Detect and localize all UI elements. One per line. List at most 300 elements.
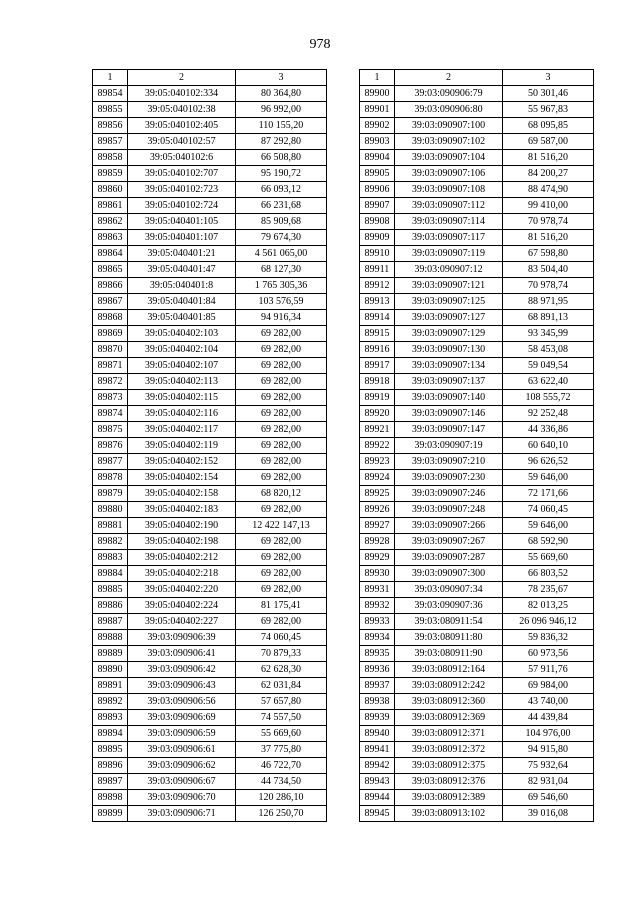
row-number-cell: 89916 xyxy=(360,342,395,358)
value-cell: 4 561 065,00 xyxy=(236,246,327,262)
cadastral-number-cell: 39:03:090907:125 xyxy=(395,294,503,310)
table-row xyxy=(93,518,327,534)
row-number-cell: 89944 xyxy=(360,790,395,806)
value-cell: 69 282,00 xyxy=(236,534,327,550)
cadastral-number-cell: 39:05:040402:154 xyxy=(128,470,236,486)
row-number-cell: 89868 xyxy=(93,310,128,326)
row-number-cell: 89871 xyxy=(93,358,128,374)
table-row xyxy=(360,790,594,806)
value-cell: 93 345,99 xyxy=(503,326,594,342)
table-row xyxy=(93,598,327,614)
table-row xyxy=(93,454,327,470)
cadastral-number-cell: 39:03:090906:62 xyxy=(128,758,236,774)
value-cell: 83 504,40 xyxy=(503,262,594,278)
table-row xyxy=(360,742,594,758)
value-cell: 69 282,00 xyxy=(236,422,327,438)
cadastral-number-cell: 39:03:090906:59 xyxy=(128,726,236,742)
row-number-cell: 89875 xyxy=(93,422,128,438)
row-number-cell: 89897 xyxy=(93,774,128,790)
cadastral-number-cell: 39:05:040402:183 xyxy=(128,502,236,518)
table-row xyxy=(93,614,327,630)
table-row xyxy=(360,774,594,790)
cadastral-number-cell: 39:03:090907:287 xyxy=(395,550,503,566)
value-cell: 68 820,12 xyxy=(236,486,327,502)
value-cell: 69 587,00 xyxy=(503,134,594,150)
cadastral-number-cell: 39:03:090906:42 xyxy=(128,662,236,678)
cadastral-number-cell: 39:03:090907:130 xyxy=(395,342,503,358)
cadastral-number-cell: 39:03:090907:230 xyxy=(395,470,503,486)
row-number-cell: 89861 xyxy=(93,198,128,214)
row-number-cell: 89890 xyxy=(93,662,128,678)
cadastral-number-cell: 39:03:080911:80 xyxy=(395,630,503,646)
table-row xyxy=(93,534,327,550)
row-number-cell: 89880 xyxy=(93,502,128,518)
row-number-cell: 89924 xyxy=(360,470,395,486)
cadastral-number-cell: 39:03:090907:34 xyxy=(395,582,503,598)
value-cell: 69 282,00 xyxy=(236,326,327,342)
table-row xyxy=(93,758,327,774)
table-row xyxy=(93,566,327,582)
table-row xyxy=(93,726,327,742)
cadastral-number-cell: 39:03:090907:117 xyxy=(395,230,503,246)
value-cell: 50 301,46 xyxy=(503,86,594,102)
cadastral-number-cell: 39:03:090907:104 xyxy=(395,150,503,166)
table-row xyxy=(360,86,594,102)
row-number-cell: 89922 xyxy=(360,438,395,454)
table-row xyxy=(360,806,594,822)
table-row xyxy=(360,326,594,342)
table-row xyxy=(360,470,594,486)
cadastral-number-cell: 39:03:090907:119 xyxy=(395,246,503,262)
table-row xyxy=(360,278,594,294)
row-number-cell: 89917 xyxy=(360,358,395,374)
row-number-cell: 89865 xyxy=(93,262,128,278)
table-row xyxy=(93,214,327,230)
cadastral-number-cell: 39:03:090907:19 xyxy=(395,438,503,454)
value-cell: 87 292,80 xyxy=(236,134,327,150)
column-header-3: 3 xyxy=(236,70,327,86)
cadastral-number-cell: 39:05:040401:85 xyxy=(128,310,236,326)
row-number-cell: 89885 xyxy=(93,582,128,598)
table-row xyxy=(93,694,327,710)
row-number-cell: 89939 xyxy=(360,710,395,726)
value-cell: 68 891,13 xyxy=(503,310,594,326)
cadastral-number-cell: 39:03:090907:147 xyxy=(395,422,503,438)
cadastral-number-cell: 39:05:040102:38 xyxy=(128,102,236,118)
table-row xyxy=(93,326,327,342)
cadastral-number-cell: 39:05:040402:158 xyxy=(128,486,236,502)
row-number-cell: 89937 xyxy=(360,678,395,694)
value-cell: 126 250,70 xyxy=(236,806,327,822)
row-number-cell: 89881 xyxy=(93,518,128,534)
cadastral-number-cell: 39:05:040402:220 xyxy=(128,582,236,598)
table-row xyxy=(360,102,594,118)
cadastral-number-cell: 39:05:040402:152 xyxy=(128,454,236,470)
value-cell: 1 765 305,36 xyxy=(236,278,327,294)
row-number-cell: 89940 xyxy=(360,726,395,742)
table-row xyxy=(93,86,327,102)
table-row xyxy=(93,710,327,726)
table-row xyxy=(93,806,327,822)
table-row xyxy=(360,534,594,550)
row-number-cell: 89925 xyxy=(360,486,395,502)
row-number-cell: 89931 xyxy=(360,582,395,598)
cadastral-number-cell: 39:05:040401:47 xyxy=(128,262,236,278)
value-cell: 85 909,68 xyxy=(236,214,327,230)
row-number-cell: 89943 xyxy=(360,774,395,790)
row-number-cell: 89901 xyxy=(360,102,395,118)
value-cell: 95 190,72 xyxy=(236,166,327,182)
row-number-cell: 89878 xyxy=(93,470,128,486)
value-cell: 94 915,80 xyxy=(503,742,594,758)
table-row xyxy=(360,406,594,422)
table-row xyxy=(360,550,594,566)
table-row xyxy=(93,630,327,646)
cadastral-number-cell: 39:03:090907:210 xyxy=(395,454,503,470)
value-cell: 120 286,10 xyxy=(236,790,327,806)
row-number-cell: 89872 xyxy=(93,374,128,390)
value-cell: 69 282,00 xyxy=(236,358,327,374)
value-cell: 69 282,00 xyxy=(236,454,327,470)
cadastral-number-cell: 39:03:080912:369 xyxy=(395,710,503,726)
table-row xyxy=(93,118,327,134)
table-row xyxy=(93,342,327,358)
table-row xyxy=(360,598,594,614)
value-cell: 44 734,50 xyxy=(236,774,327,790)
row-number-cell: 89914 xyxy=(360,310,395,326)
cadastral-number-cell: 39:03:090906:69 xyxy=(128,710,236,726)
row-number-cell: 89934 xyxy=(360,630,395,646)
row-number-cell: 89887 xyxy=(93,614,128,630)
cadastral-number-cell: 39:03:080912:372 xyxy=(395,742,503,758)
value-cell: 55 669,60 xyxy=(236,726,327,742)
value-cell: 70 879,33 xyxy=(236,646,327,662)
row-number-cell: 89928 xyxy=(360,534,395,550)
row-number-cell: 89862 xyxy=(93,214,128,230)
value-cell: 69 282,00 xyxy=(236,502,327,518)
cadastral-number-cell: 39:03:090907:300 xyxy=(395,566,503,582)
value-cell: 62 031,84 xyxy=(236,678,327,694)
cadastral-number-cell: 39:05:040402:115 xyxy=(128,390,236,406)
value-cell: 96 992,00 xyxy=(236,102,327,118)
row-number-cell: 89927 xyxy=(360,518,395,534)
value-cell: 66 508,80 xyxy=(236,150,327,166)
row-number-cell: 89915 xyxy=(360,326,395,342)
row-number-cell: 89858 xyxy=(93,150,128,166)
value-cell: 104 976,00 xyxy=(503,726,594,742)
cadastral-number-cell: 39:03:090907:134 xyxy=(395,358,503,374)
table-row xyxy=(93,278,327,294)
table-row xyxy=(93,550,327,566)
cadastral-number-cell: 39:03:090907:114 xyxy=(395,214,503,230)
row-number-cell: 89855 xyxy=(93,102,128,118)
table-row xyxy=(93,774,327,790)
cadastral-number-cell: 39:03:090907:246 xyxy=(395,486,503,502)
row-number-cell: 89921 xyxy=(360,422,395,438)
value-cell: 88 474,90 xyxy=(503,182,594,198)
row-number-cell: 89873 xyxy=(93,390,128,406)
header-row xyxy=(93,70,327,86)
cadastral-number-cell: 39:03:080912:389 xyxy=(395,790,503,806)
table-row xyxy=(93,678,327,694)
cadastral-number-cell: 39:03:090906:61 xyxy=(128,742,236,758)
table-row xyxy=(360,390,594,406)
cadastral-number-cell: 39:05:040402:103 xyxy=(128,326,236,342)
cadastral-number-cell: 39:03:080912:375 xyxy=(395,758,503,774)
value-cell: 70 978,74 xyxy=(503,214,594,230)
table-row xyxy=(93,486,327,502)
row-number-cell: 89932 xyxy=(360,598,395,614)
cadastral-number-cell: 39:05:040402:212 xyxy=(128,550,236,566)
value-cell: 55 669,60 xyxy=(503,550,594,566)
value-cell: 69 282,00 xyxy=(236,390,327,406)
value-cell: 26 096 946,12 xyxy=(503,614,594,630)
row-number-cell: 89926 xyxy=(360,502,395,518)
cadastral-number-cell: 39:03:090907:12 xyxy=(395,262,503,278)
value-cell: 59 646,00 xyxy=(503,470,594,486)
value-cell: 66 803,52 xyxy=(503,566,594,582)
row-number-cell: 89876 xyxy=(93,438,128,454)
row-number-cell: 89906 xyxy=(360,182,395,198)
left-table xyxy=(92,69,327,822)
row-number-cell: 89936 xyxy=(360,662,395,678)
row-number-cell: 89860 xyxy=(93,182,128,198)
cadastral-number-cell: 39:03:090907:102 xyxy=(395,134,503,150)
column-header-3: 3 xyxy=(503,70,594,86)
table-row xyxy=(93,262,327,278)
row-number-cell: 89910 xyxy=(360,246,395,262)
value-cell: 82 931,04 xyxy=(503,774,594,790)
value-cell: 70 978,74 xyxy=(503,278,594,294)
cadastral-number-cell: 39:03:090907:108 xyxy=(395,182,503,198)
value-cell: 69 282,00 xyxy=(236,406,327,422)
table-row xyxy=(360,678,594,694)
cadastral-number-cell: 39:03:080912:371 xyxy=(395,726,503,742)
value-cell: 44 439,84 xyxy=(503,710,594,726)
table-row xyxy=(360,358,594,374)
table-row xyxy=(360,630,594,646)
table-row xyxy=(93,790,327,806)
table-row xyxy=(360,166,594,182)
value-cell: 57 911,76 xyxy=(503,662,594,678)
table-row xyxy=(360,118,594,134)
cadastral-number-cell: 39:05:040102:723 xyxy=(128,182,236,198)
value-cell: 68 592,90 xyxy=(503,534,594,550)
row-number-cell: 89894 xyxy=(93,726,128,742)
cadastral-number-cell: 39:03:090907:129 xyxy=(395,326,503,342)
cadastral-number-cell: 39:05:040402:119 xyxy=(128,438,236,454)
table-row xyxy=(360,582,594,598)
cadastral-number-cell: 39:03:090906:56 xyxy=(128,694,236,710)
cadastral-number-cell: 39:05:040402:107 xyxy=(128,358,236,374)
value-cell: 60 973,56 xyxy=(503,646,594,662)
cadastral-number-cell: 39:05:040102:724 xyxy=(128,198,236,214)
table-row xyxy=(93,422,327,438)
value-cell: 59 646,00 xyxy=(503,518,594,534)
value-cell: 39 016,08 xyxy=(503,806,594,822)
row-number-cell: 89879 xyxy=(93,486,128,502)
value-cell: 69 282,00 xyxy=(236,374,327,390)
table-row xyxy=(93,150,327,166)
table-row xyxy=(93,182,327,198)
table-row xyxy=(360,294,594,310)
table-row xyxy=(93,646,327,662)
value-cell: 69 282,00 xyxy=(236,438,327,454)
cadastral-number-cell: 39:05:040401:105 xyxy=(128,214,236,230)
cadastral-number-cell: 39:03:080912:164 xyxy=(395,662,503,678)
value-cell: 81 175,41 xyxy=(236,598,327,614)
row-number-cell: 89899 xyxy=(93,806,128,822)
row-number-cell: 89920 xyxy=(360,406,395,422)
row-number-cell: 89905 xyxy=(360,166,395,182)
table-row xyxy=(93,310,327,326)
cadastral-number-cell: 39:05:040401:84 xyxy=(128,294,236,310)
table-row xyxy=(93,406,327,422)
value-cell: 59 049,54 xyxy=(503,358,594,374)
row-number-cell: 89933 xyxy=(360,614,395,630)
table-row xyxy=(360,310,594,326)
value-cell: 69 546,60 xyxy=(503,790,594,806)
table-row xyxy=(360,614,594,630)
row-number-cell: 89907 xyxy=(360,198,395,214)
cadastral-number-cell: 39:03:090906:71 xyxy=(128,806,236,822)
header-row xyxy=(360,70,594,86)
table-row xyxy=(360,198,594,214)
value-cell: 62 628,30 xyxy=(236,662,327,678)
row-number-cell: 89874 xyxy=(93,406,128,422)
row-number-cell: 89859 xyxy=(93,166,128,182)
value-cell: 81 516,20 xyxy=(503,230,594,246)
cadastral-number-cell: 39:03:090907:121 xyxy=(395,278,503,294)
page-number: 978 xyxy=(309,37,331,52)
value-cell: 103 576,59 xyxy=(236,294,327,310)
value-cell: 69 282,00 xyxy=(236,470,327,486)
value-cell: 99 410,00 xyxy=(503,198,594,214)
cadastral-number-cell: 39:03:090907:100 xyxy=(395,118,503,134)
table-row xyxy=(360,646,594,662)
table-row xyxy=(360,454,594,470)
row-number-cell: 89866 xyxy=(93,278,128,294)
row-number-cell: 89923 xyxy=(360,454,395,470)
row-number-cell: 89869 xyxy=(93,326,128,342)
value-cell: 110 155,20 xyxy=(236,118,327,134)
row-number-cell: 89919 xyxy=(360,390,395,406)
row-number-cell: 89857 xyxy=(93,134,128,150)
value-cell: 66 231,68 xyxy=(236,198,327,214)
cadastral-number-cell: 39:03:090907:146 xyxy=(395,406,503,422)
value-cell: 69 282,00 xyxy=(236,550,327,566)
value-cell: 80 364,80 xyxy=(236,86,327,102)
value-cell: 59 836,32 xyxy=(503,630,594,646)
value-cell: 67 598,80 xyxy=(503,246,594,262)
value-cell: 46 722,70 xyxy=(236,758,327,774)
cadastral-number-cell: 39:05:040102:57 xyxy=(128,134,236,150)
cadastral-number-cell: 39:03:090906:39 xyxy=(128,630,236,646)
table-row xyxy=(360,694,594,710)
table-row xyxy=(360,438,594,454)
row-number-cell: 89864 xyxy=(93,246,128,262)
table-row xyxy=(360,214,594,230)
table-row xyxy=(360,246,594,262)
cadastral-number-cell: 39:03:090907:36 xyxy=(395,598,503,614)
column-header-2: 2 xyxy=(395,70,503,86)
value-cell: 94 916,34 xyxy=(236,310,327,326)
cadastral-number-cell: 39:03:090906:70 xyxy=(128,790,236,806)
row-number-cell: 89882 xyxy=(93,534,128,550)
column-header-1: 1 xyxy=(360,70,395,86)
value-cell: 78 235,67 xyxy=(503,582,594,598)
cadastral-number-cell: 39:03:090906:43 xyxy=(128,678,236,694)
cadastral-number-cell: 39:05:040401:21 xyxy=(128,246,236,262)
value-cell: 66 093,12 xyxy=(236,182,327,198)
table-row xyxy=(93,582,327,598)
table-row xyxy=(360,486,594,502)
cadastral-number-cell: 39:03:080912:376 xyxy=(395,774,503,790)
cadastral-number-cell: 39:03:090907:112 xyxy=(395,198,503,214)
value-cell: 69 282,00 xyxy=(236,342,327,358)
row-number-cell: 89888 xyxy=(93,630,128,646)
cadastral-number-cell: 39:03:080911:90 xyxy=(395,646,503,662)
row-number-cell: 89893 xyxy=(93,710,128,726)
cadastral-number-cell: 39:03:090907:106 xyxy=(395,166,503,182)
value-cell: 74 060,45 xyxy=(503,502,594,518)
right-table xyxy=(359,69,594,822)
table-row xyxy=(93,294,327,310)
cadastral-number-cell: 39:05:040401:8 xyxy=(128,278,236,294)
value-cell: 82 013,25 xyxy=(503,598,594,614)
cadastral-number-cell: 39:03:090906:79 xyxy=(395,86,503,102)
table-row xyxy=(93,742,327,758)
table-row xyxy=(93,374,327,390)
value-cell: 57 657,80 xyxy=(236,694,327,710)
row-number-cell: 89912 xyxy=(360,278,395,294)
value-cell: 58 453,08 xyxy=(503,342,594,358)
value-cell: 69 282,00 xyxy=(236,614,327,630)
cadastral-number-cell: 39:05:040102:6 xyxy=(128,150,236,166)
table-row xyxy=(93,166,327,182)
row-number-cell: 89889 xyxy=(93,646,128,662)
row-number-cell: 89904 xyxy=(360,150,395,166)
value-cell: 60 640,10 xyxy=(503,438,594,454)
table-row xyxy=(360,422,594,438)
row-number-cell: 89902 xyxy=(360,118,395,134)
row-number-cell: 89900 xyxy=(360,86,395,102)
table-row xyxy=(93,102,327,118)
value-cell: 68 095,85 xyxy=(503,118,594,134)
value-cell: 74 060,45 xyxy=(236,630,327,646)
cadastral-number-cell: 39:05:040102:334 xyxy=(128,86,236,102)
table-row xyxy=(360,758,594,774)
row-number-cell: 89935 xyxy=(360,646,395,662)
cadastral-number-cell: 39:03:090906:67 xyxy=(128,774,236,790)
cadastral-number-cell: 39:05:040102:707 xyxy=(128,166,236,182)
value-cell: 68 127,30 xyxy=(236,262,327,278)
row-number-cell: 89911 xyxy=(360,262,395,278)
cadastral-number-cell: 39:05:040402:117 xyxy=(128,422,236,438)
row-number-cell: 89908 xyxy=(360,214,395,230)
table-row xyxy=(93,438,327,454)
row-number-cell: 89886 xyxy=(93,598,128,614)
value-cell: 92 252,48 xyxy=(503,406,594,422)
row-number-cell: 89863 xyxy=(93,230,128,246)
table-row xyxy=(360,518,594,534)
table-row xyxy=(360,710,594,726)
table-row xyxy=(93,230,327,246)
table-row xyxy=(93,198,327,214)
row-number-cell: 89892 xyxy=(93,694,128,710)
row-number-cell: 89896 xyxy=(93,758,128,774)
row-number-cell: 89945 xyxy=(360,806,395,822)
